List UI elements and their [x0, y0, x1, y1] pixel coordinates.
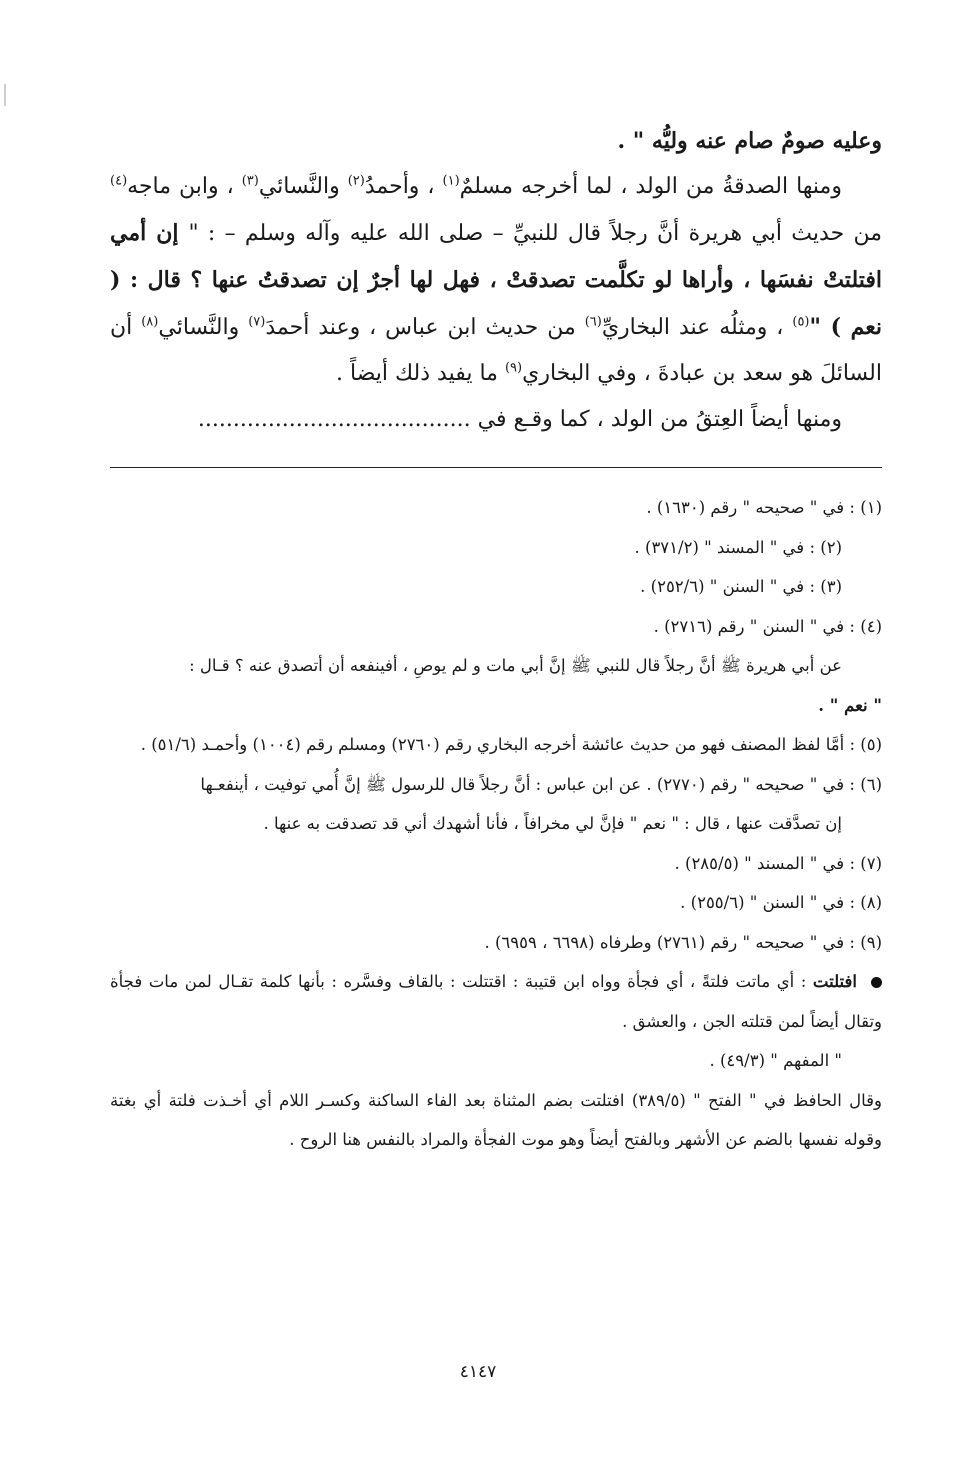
main-paragraph-2 [110, 164, 882, 397]
footnote-6: (٦) : في " صحيحه " رقم (٢٧٧٠) . عن ابن عباس : أنَّ رجلاً قال للرسول ﷺ إنَّ أُمي توفيت ، أينفعـها [200, 774, 882, 794]
gloss-reference: " المفهم " (٤٩/٣) . [709, 1051, 842, 1070]
text-run: من حديث أبي هريرة أنَّ رجلاً قال للنبيِّ – صلى الله عليه وآله وسلم – : " [188, 221, 883, 246]
footnote-ref-6[interactable]: (٦) [584, 314, 602, 330]
footnote-ref-9[interactable]: (٩) [504, 360, 523, 376]
text-run: ، وأحمدُ [364, 174, 443, 199]
text-run: ما يفيد ذلك أيضاً . [336, 361, 505, 386]
gloss-term: افتلتت [812, 972, 857, 991]
text-run: ومنها الصدقةُ من الولد ، لما أخرجه مسلمٌ [459, 174, 842, 199]
footnote-ref-2[interactable]: (٢) [347, 173, 365, 189]
page-body [110, 118, 882, 1160]
gloss-text: : أي ماتت فلتةً ، أي فجأة وواه ابن قتيبة : اقتتلت : بالقاف وفسَّره : بأنها كلمة تقـال لمن مات فجأة وتقال أيضاً لمن قتلته الجن ، والعشق . [110, 972, 882, 1031]
scan-edge-mark [4, 84, 6, 106]
gloss-entry [110, 962, 882, 1041]
main-line-1: وعليه صومٌ صام عنه وليُّه " . [617, 128, 882, 154]
footnote-4-answer: " نعم " . [818, 695, 882, 715]
footnote-6-text: إن تصدَّقت عنها ، قال : " نعم " فإنَّ لي مخرافاً ، فأنا أشهدك أني قد تصدقت به عنها . [263, 814, 842, 833]
footnotes [110, 488, 882, 1160]
footnote-7: (٧) : في " المسند " (٢٨٥/٥) . [674, 853, 882, 873]
footnote-2: (٢) : في " المسند " (٣٧١/٢) . [634, 537, 842, 557]
text-run: ، ومثلُه عند البخاريِّ [601, 315, 793, 340]
hadith-quote: إن أمي افتلتتْ نفسَها ، وأراها لو تكلَّمت تصدقتْ ، فهل لها أجرٌ إن تصدقتُ عنها ؟ قال : ( نعم ) " [110, 220, 882, 340]
footnote-divider [110, 467, 882, 468]
footnote-ref-1[interactable]: (١) [442, 173, 460, 189]
main-text [110, 118, 882, 443]
footnote-ref-4[interactable]: (٤) [110, 173, 128, 189]
footnote-3: (٣) : في " السنن " (٢٥٢/٦) . [640, 577, 842, 596]
footnote-ref-5[interactable]: (٥) [792, 314, 810, 330]
text-run: ، وابن ماجه [127, 174, 242, 199]
text-run: والنَّسائي [158, 315, 249, 340]
main-paragraph-3: ومنها أيضاً العِتقُ من الولد ، كما وقـع في ....................................... [197, 407, 842, 432]
footnote-ref-7[interactable]: (٧) [248, 314, 266, 330]
footnote-5: (٥) : أمَّا لفظ المصنف فهو من حديث عائشة أخرجه البخاري رقم (٢٧٦٠) ومسلم رقم (١٠٠٤) وأحمـد (٥١/٦) . [140, 735, 882, 754]
footnote-8: (٨) : في " السنن " (٢٥٥/٦) . [680, 893, 882, 912]
footnote-1: (١) : في " صحيحه " رقم (١٦٣٠) . [646, 498, 882, 517]
text-run: من حديث ابن عباس ، وعند أحمدَ [265, 315, 585, 340]
footnote-ref-8[interactable]: (٨) [141, 314, 159, 330]
fath-note: وقال الحافظ في " الفتح " (٣٨٩/٥) افتلتت بضم المثناة بعد الفاء الساكنة وكسـر اللام أي أخـذت فلتة أي بغتة وقوله نفسها بالضم عن الأشهر وبالفتح أيضاً وهو موت الفجأة والمراد بالنفس هنا الروح . [110, 1090, 883, 1149]
footnote-4: (٤) : في " السنن " رقم (٢٧١٦) . [653, 616, 882, 636]
text-run: والنَّسائي [258, 174, 348, 199]
footnote-4-text: عن أبي هريرة ﷺ أنَّ رجلاً قال للنبي ﷺ إنَّ أبي مات و لم يوصِ ، أفينفعه أن أتصدق عنه ؟ قـال : [189, 656, 842, 675]
bullet-icon [871, 977, 882, 988]
page-number: ٤١٤٧ [459, 1362, 497, 1382]
footnote-9: (٩) : في " صحيحه " رقم (٢٧٦١) وطرفاه (٦٦٩٨ ، ٦٩٥٩) . [484, 932, 882, 952]
footnote-ref-3[interactable]: (٣) [241, 173, 259, 189]
text-run: أن السائلَ هو سعد بن عبادةَ ، وفي البخاري [110, 315, 882, 386]
